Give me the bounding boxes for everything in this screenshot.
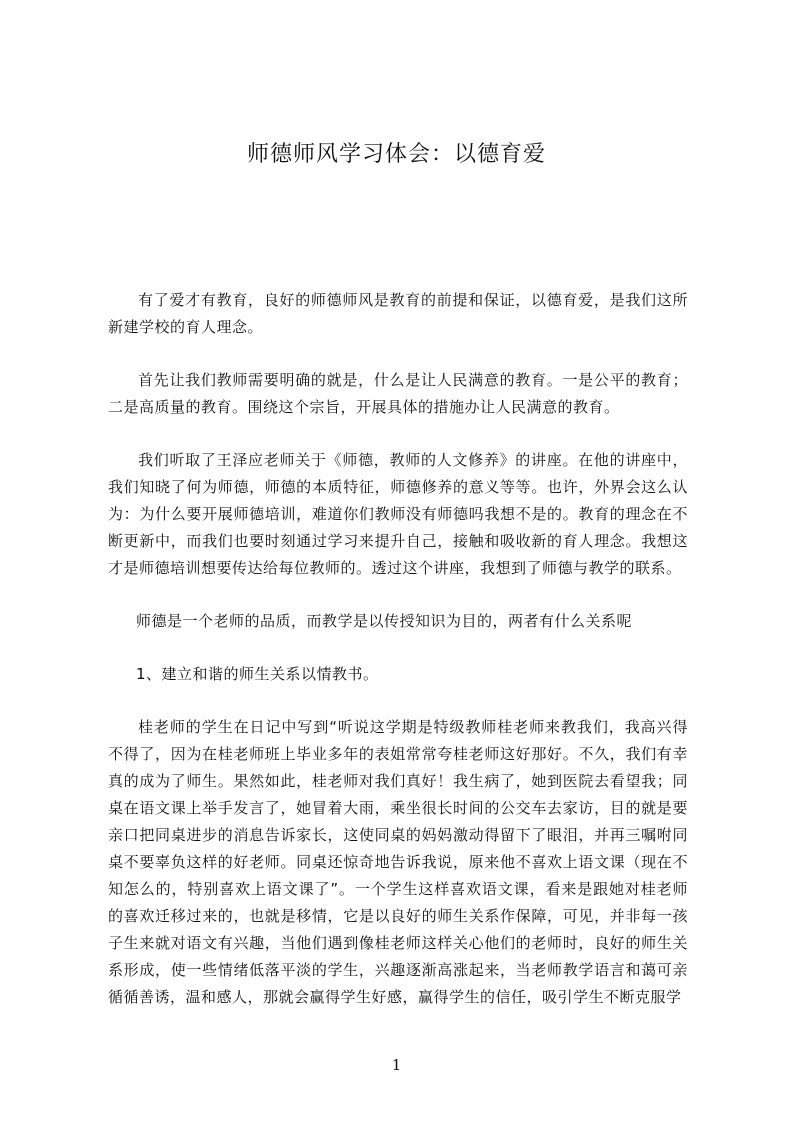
paragraph-question: 师德是一个老师的品质，而教学是以传授知识为目的，两者有什么关系呢 xyxy=(136,612,633,630)
paragraph-satisfying-education: 首先让我们教师需要明确的就是，什么是让人民满意的教育。一是公平的教育；二是高质量的教育。围绕这个宗旨，开展具体的措施办让人民满意的教育。 xyxy=(108,371,688,416)
document-body xyxy=(108,287,688,1037)
document-title: 师德师风学习体会：以德育爱 xyxy=(246,142,546,167)
page-number: 1 xyxy=(391,1056,402,1074)
paragraph-intro: 有了爱才有教育，良好的师德师风是教育的前提和保证，以德育爱，是我们这所新建学校的育人理念。 xyxy=(108,291,688,336)
paragraph-teacher-gui-story: 桂老师的学生在日记中写到“听说这学期是特级教师桂老师来教我们，我高兴得不得了，因为在桂老师班上毕业多年的表姐常常夸桂老师这好那好。不久，我们有幸真的成为了师生。果然如此，桂老师对我们真好！我生病了，她到医院去看望我；同桌在语文课上举手发言了，她冒着大雨，乘坐很长时间的公交车去家访，目的就是要亲口把同桌进步的消息告诉家长，这使同桌的妈妈激动得留下了眼泪，并再三嘱咐同桌不要辜负这样的好老师。同桌还惊奇地告诉我说，原来他不喜欢上语文课（现在不知怎么的，特别喜欢上语文课了”。一个学生这样喜欢语文课，看来是跟她对桂老师的喜欢迁移过来的，也就是移情，它是以良好的师生关系作保障，可见，并非每一孩子生来就对语文有兴趣，当他们遇到像桂老师这样关心他们的老师时，良好的师生关系形成，使一些情绪低落平淡的学生，兴趣逐渐高涨起来，当老师教学语言和蔼可亲循循善诱，温和感人，那就会赢得学生好感，赢得学生的信任，吸引学生不断克服学 xyxy=(108,718,688,1006)
paragraph-section-heading: 1、建立和谐的师生关系以情教书。 xyxy=(136,665,379,683)
paragraph-lecture: 我们听取了王泽应老师关于《师德，教师的人文修养》的讲座。在他的讲座中，我们知晓了何为师德，师德的本质特征，师德修养的意义等等。也许，外界会这么认为：为什么要开展师德培训，难道你们教师没有师德吗我想不是的。教育的理念在不断更新中，而我们也要时刻通过学习来提升自己，接触和吸收新的育人理念。我想这才是师德培训想要传达给每位教师的。透过这个讲座，我想到了师德与教学的联系。 xyxy=(108,451,688,577)
